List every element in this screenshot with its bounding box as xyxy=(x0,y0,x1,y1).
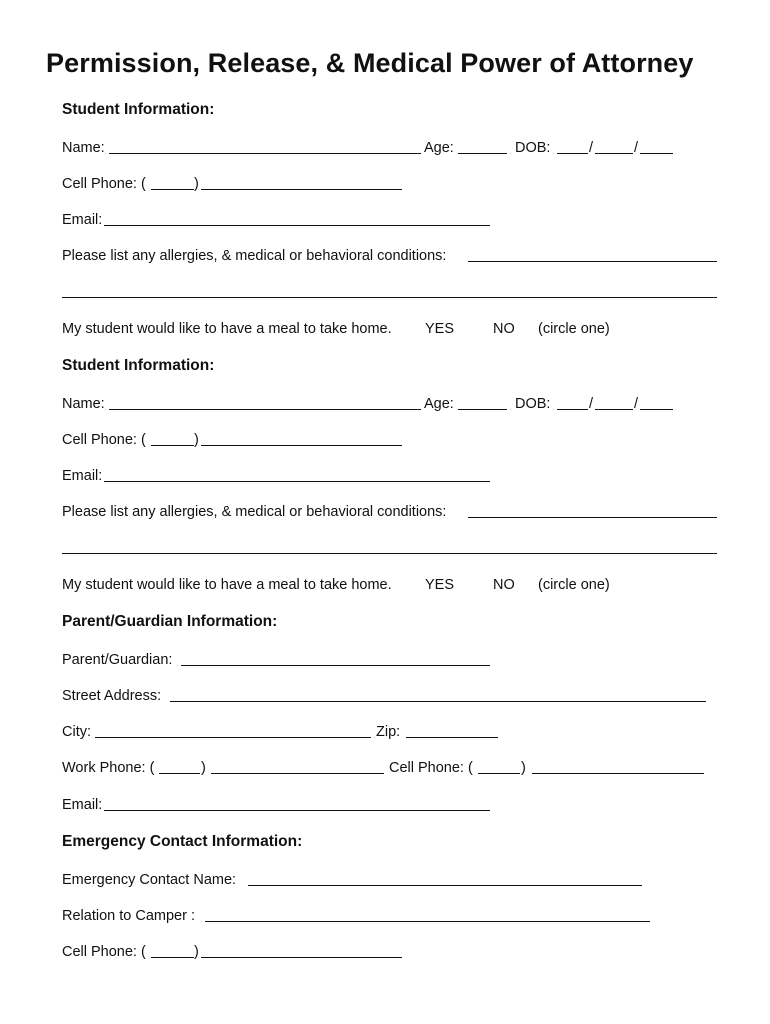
student-1-name-field[interactable] xyxy=(109,153,421,154)
relation-label: Relation to Camper : xyxy=(62,908,195,924)
student-2-age-field[interactable] xyxy=(458,409,507,410)
student-1-allergies-line-2[interactable] xyxy=(62,297,717,298)
parent-email-field[interactable] xyxy=(104,810,490,811)
student-2-meal-yes-option[interactable]: YES xyxy=(425,577,455,593)
student-1-allergies-field[interactable] xyxy=(468,261,717,262)
paren-close: ) xyxy=(201,760,206,776)
student-1-dob-day-field[interactable] xyxy=(595,153,633,154)
parent-guardian-label: Parent/Guardian: xyxy=(62,652,173,668)
dob-label: DOB: xyxy=(515,396,551,412)
form-title: Permission, Release, & Medical Power of Attorney xyxy=(46,48,694,78)
student-1-heading: Student Information: xyxy=(62,101,215,118)
parent-heading: Parent/Guardian Information: xyxy=(62,613,278,630)
city-field[interactable] xyxy=(95,737,371,738)
student-2-dob-day-field[interactable] xyxy=(595,409,633,410)
dob-separator: / xyxy=(634,140,639,156)
student-1-age-field[interactable] xyxy=(458,153,507,154)
cell-phone-label: Cell Phone: ( xyxy=(62,944,146,960)
age-label: Age: xyxy=(424,396,454,412)
emergency-heading: Emergency Contact Information: xyxy=(62,833,303,850)
age-label: Age: xyxy=(424,140,454,156)
paren-close: ) xyxy=(194,176,199,192)
zip-label: Zip: xyxy=(376,724,401,740)
student-2-meal-no-option[interactable]: NO xyxy=(493,577,515,593)
parent-cell-area-code-field[interactable] xyxy=(478,773,520,774)
emergency-cell-number-field[interactable] xyxy=(201,957,402,958)
email-label: Email: xyxy=(62,468,103,484)
street-address-label: Street Address: xyxy=(62,688,162,704)
student-2-heading: Student Information: xyxy=(62,357,215,374)
meal-label: My student would like to have a meal to take home. xyxy=(62,577,392,593)
dob-separator: / xyxy=(634,396,639,412)
student-1-meal-yes-option[interactable]: YES xyxy=(425,321,455,337)
paren-close: ) xyxy=(521,760,526,776)
student-1-cell-area-code-field[interactable] xyxy=(151,189,194,190)
emergency-cell-area-code-field[interactable] xyxy=(151,957,194,958)
zip-field[interactable] xyxy=(406,737,498,738)
allergies-label: Please list any allergies, & medical or behavioral conditions: xyxy=(62,248,447,264)
email-label: Email: xyxy=(62,212,103,228)
cell-phone-label: Cell Phone: ( xyxy=(62,432,146,448)
city-label: City: xyxy=(62,724,91,740)
student-2-allergies-line-2[interactable] xyxy=(62,553,717,554)
parent-cell-number-field[interactable] xyxy=(532,773,704,774)
student-1-dob-year-field[interactable] xyxy=(640,153,673,154)
student-1-meal-no-option[interactable]: NO xyxy=(493,321,515,337)
dob-label: DOB: xyxy=(515,140,551,156)
student-2-dob-year-field[interactable] xyxy=(640,409,673,410)
work-phone-area-code-field[interactable] xyxy=(159,773,200,774)
work-phone-number-field[interactable] xyxy=(211,773,384,774)
emergency-name-label: Emergency Contact Name: xyxy=(62,872,237,888)
allergies-label: Please list any allergies, & medical or behavioral conditions: xyxy=(62,504,447,520)
cell-phone-label: Cell Phone: ( xyxy=(62,176,146,192)
circle-one-hint: (circle one) xyxy=(538,321,610,337)
student-2-email-field[interactable] xyxy=(104,481,490,482)
student-2-cell-area-code-field[interactable] xyxy=(151,445,194,446)
street-address-field[interactable] xyxy=(170,701,706,702)
emergency-name-field[interactable] xyxy=(248,885,642,886)
parent-cell-phone-label: Cell Phone: ( xyxy=(389,760,473,776)
paren-close: ) xyxy=(194,944,199,960)
dob-separator: / xyxy=(589,140,594,156)
name-label: Name: xyxy=(62,140,105,156)
student-1-dob-month-field[interactable] xyxy=(557,153,588,154)
student-2-cell-number-field[interactable] xyxy=(201,445,402,446)
student-2-name-field[interactable] xyxy=(109,409,421,410)
work-phone-label: Work Phone: ( xyxy=(62,760,155,776)
dob-separator: / xyxy=(589,396,594,412)
student-2-dob-month-field[interactable] xyxy=(557,409,588,410)
circle-one-hint: (circle one) xyxy=(538,577,610,593)
student-1-email-field[interactable] xyxy=(104,225,490,226)
email-label: Email: xyxy=(62,797,103,813)
student-1-cell-number-field[interactable] xyxy=(201,189,402,190)
paren-close: ) xyxy=(194,432,199,448)
parent-name-field[interactable] xyxy=(181,665,490,666)
student-2-allergies-field[interactable] xyxy=(468,517,717,518)
meal-label: My student would like to have a meal to take home. xyxy=(62,321,392,337)
name-label: Name: xyxy=(62,396,105,412)
relation-field[interactable] xyxy=(205,921,650,922)
